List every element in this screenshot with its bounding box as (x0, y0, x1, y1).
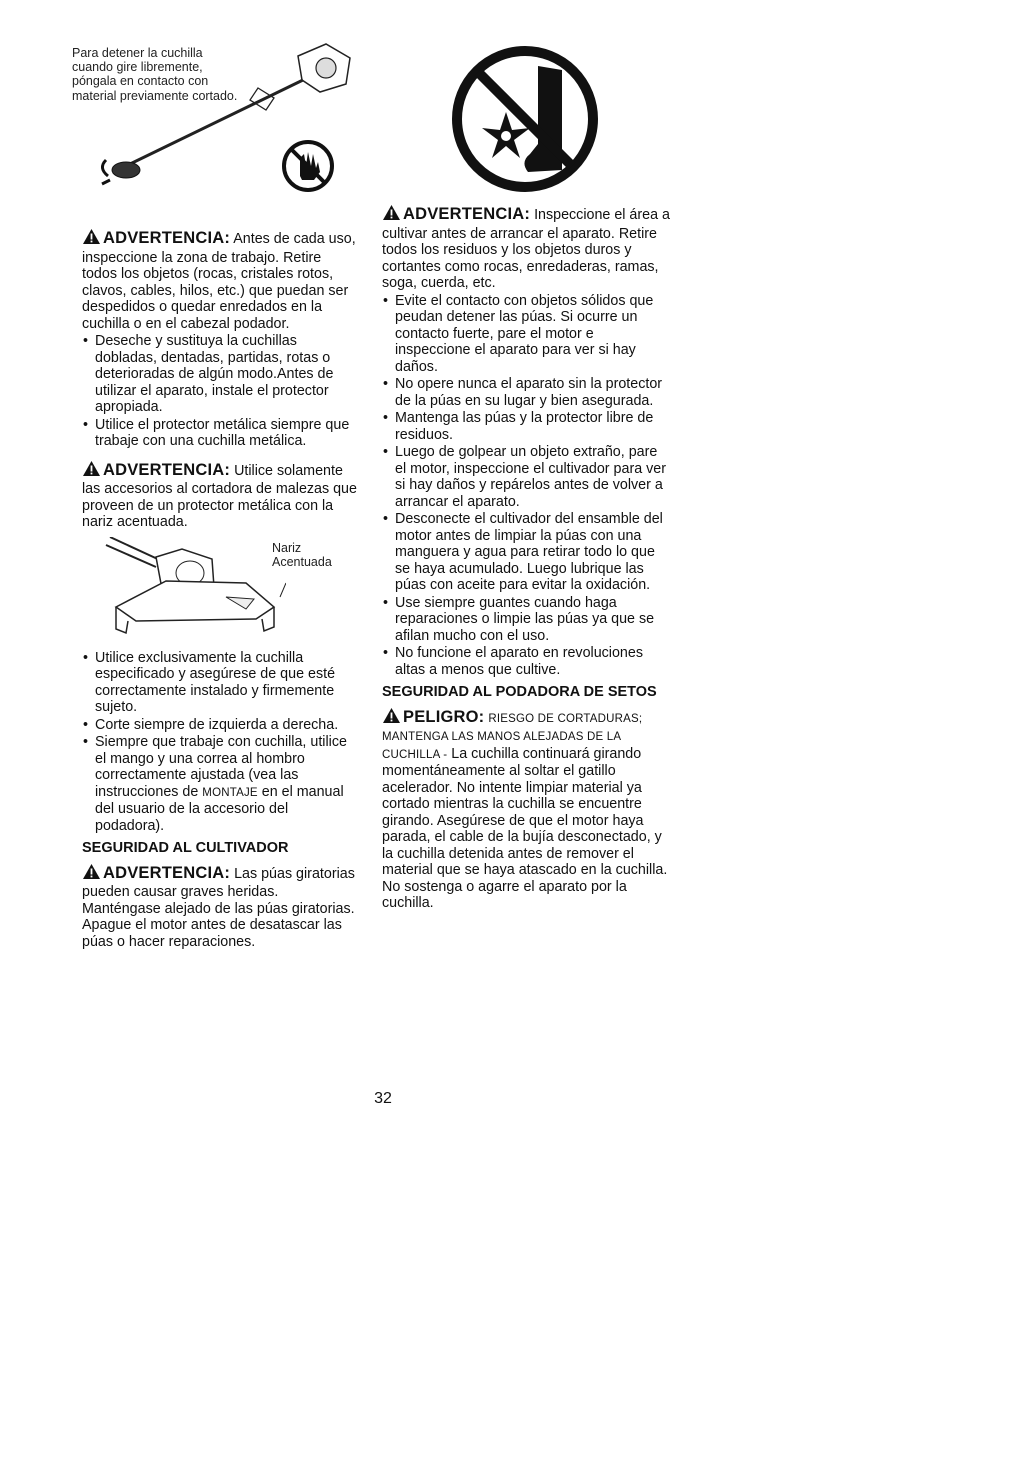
list-item: • No funcione el aparato en revoluciones altas a menos que cultive. (382, 645, 672, 678)
danger-title: PELIGRO: (403, 707, 485, 726)
guard-figure (82, 537, 358, 649)
warning-title: ADVERTENCIA: (103, 460, 231, 479)
nose-label-line1: Nariz (272, 540, 302, 555)
warning-triangle-icon (82, 460, 101, 482)
list-item: • Utilice el protector metálica siempre que trabaje con una cuchilla metálica. (82, 417, 358, 450)
list-item: • Mantenga las púas y la protector libre de residuos. (382, 410, 672, 443)
list-item: • Utilice exclusivamente la cuchilla especificado y asegúrese de que esté correctamente instalado y firmemente sujeto. (82, 650, 358, 716)
list-item: • Deseche y sustituya la cuchillas dobladas, dentadas, partidas, rotas o deterioradas de algún modo.Antes de utilizar el aparato, instale el protector apropiada. (82, 333, 358, 416)
warning-text: Inspeccione el área a cultivar antes de arrancar el aparato. Retire todos los residuos y los objetos duros y cortantes como rocas, enredaderas, ramas, soga, cuerda, etc. (382, 207, 670, 291)
danger-smallcaps: RIESGO DE CORTADURAS; MANTENGA LAS MANOS ALEJADAS DE LA CUCHILLA - (382, 712, 643, 761)
nose-label (272, 541, 332, 569)
list-item (82, 734, 358, 834)
right-column (382, 204, 672, 918)
page-number: 32 (374, 1090, 392, 1107)
montaje-smallcaps: MONTAJE (202, 786, 258, 799)
blade-usage-list (82, 650, 358, 835)
danger-text: La cuchilla continuará girando momentáneamente al soltar el gatillo acelerador. No intente limpiar material ya cortado mientras la cuchilla se encuentre girando. Asegúrese de que el motor haya parada, el cable de la bujía desconectado, y la cuchilla detenida antes de remover el material que se haya atascado en la cuchilla. No sostenga o agarre el aparato por la cuchilla. (382, 745, 668, 911)
danger-cut-hazard (382, 707, 672, 912)
warning-title: ADVERTENCIA: (103, 229, 231, 247)
heading-cultivador: SEGURIDAD AL CULTIVADOR (82, 840, 289, 856)
warning-title: ADVERTENCIA: (403, 205, 531, 223)
list-item: • Desconecte el cultivador del ensamble del motor antes de limpiar la púas con una manguera y agua para retirar todo lo que se haya acumulado. Luego lubrique las púas con aceite para evitar la oxidación. (382, 511, 672, 594)
warning-triangle-icon (82, 863, 101, 885)
montaje-text-after: en el manual del usuario de la accesorio del podadora). (95, 783, 344, 834)
warning-rotating-tines (82, 863, 358, 951)
warning-text: Antes de cada uso, inspeccione la zona de trabajo. Retire todos los objetos (rocas, cristales rotos, clavos, cables, hilos, etc.) que puedan ser despedidos o quedar enredados en la cuchilla o en el cabezal podador. (82, 231, 356, 332)
warning-inspect-cultivation-area (382, 204, 672, 678)
warning-triangle-icon (382, 707, 401, 729)
heading-setos: SEGURIDAD AL PODADORA DE SETOS (382, 684, 657, 700)
list-item: • Luego de golpear un objeto extraño, pare el motor, inspeccione el cultivador para ver si hay daños y repárelos antes de volver a arrancar el aparato. (382, 444, 672, 510)
left-column (82, 228, 358, 956)
trimmer-caption: Para detener la cuchilla cuando gire libremente, póngala en contacto con material previamente cortado. (72, 46, 238, 103)
list-item: • Use siempre guantes cuando haga reparaciones o limpie las púas ya que se afilan mucho con el uso. (382, 595, 672, 645)
warning-text: Las púas giratorias pueden causar graves heridas. Manténgase alejado de las púas giratorias. Apague el motor antes de desatascar las púas o hacer reparaciones. (82, 865, 355, 950)
warning-title: ADVERTENCIA: (103, 863, 231, 882)
warning-text: Utilice solamente las accesorios al cortadora de malezas que proveen de un protector metálica con la nariz acentuada. (82, 462, 357, 530)
no-hand-prohibition-icon (280, 138, 336, 194)
warning-accessories (82, 460, 358, 531)
no-foot-near-tines-icon (450, 44, 600, 194)
guard-illustration (96, 537, 286, 647)
warning-inspect-area (82, 228, 358, 450)
list-item: • No opere nunca el aparato sin la protector de la púas en su lugar y bien asegurada. (382, 376, 672, 409)
montaje-text-before: Siempre que trabaje con cuchilla, utilice el mango y una correa al hombro correctamente ajustada (vea las instrucciones de (95, 734, 347, 800)
warning-triangle-icon (382, 204, 401, 226)
nose-label-line2: Acentuada (272, 554, 332, 569)
list-item: • Corte siempre de izquierda a derecha. (82, 717, 358, 734)
list-item: • Evite el contacto con objetos sólidos que peudan detener las púas. Si ocurre un contacto fuerte, pare el motor e inspeccione el aparato para ver si hay daños. (382, 293, 672, 376)
warning-triangle-icon (82, 228, 101, 250)
